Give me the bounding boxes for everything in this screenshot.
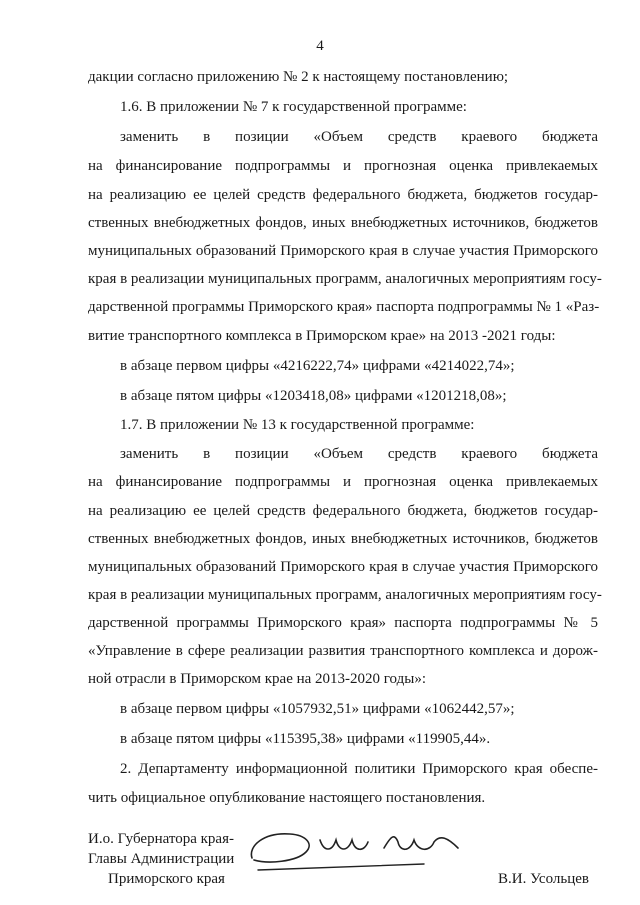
text-line: на реализацию ее целей средств федерального бюджета, бюджетов государ- bbox=[88, 187, 598, 203]
text-line: «Управление в сфере реализации развития транспортного комплекса и дорож- bbox=[88, 643, 598, 659]
text-line: края в реализации муниципальных программ, аналогичных мероприятиям госу- bbox=[88, 587, 602, 603]
text-line: 1.6. В приложении № 7 к государственной программе: bbox=[120, 99, 467, 115]
text-line: заменить в позиции «Объем средств краевого бюджета bbox=[120, 129, 598, 145]
text-line: в абзаце первом цифры «4216222,74» цифрами «4214022,74»; bbox=[120, 358, 515, 374]
signatory-title-line3: Приморского края bbox=[108, 871, 225, 887]
handwritten-signature bbox=[244, 818, 474, 888]
text-line: муниципальных образований Приморского края в случае участия Приморского bbox=[88, 559, 598, 575]
signer-name: В.И. Усольцев bbox=[498, 871, 589, 887]
text-line: 1.7. В приложении № 13 к государственной программе: bbox=[120, 417, 475, 433]
page-number: 4 bbox=[316, 38, 324, 54]
text-line: 2. Департаменту информационной политики Приморского края обеспе- bbox=[120, 761, 598, 777]
text-line: на реализацию ее целей средств федерального бюджета, бюджетов государ- bbox=[88, 503, 598, 519]
text-line: края в реализации муниципальных программ, аналогичных мероприятиям госу- bbox=[88, 271, 602, 287]
text-line: дакции согласно приложению № 2 к настоящему постановлению; bbox=[88, 69, 509, 85]
text-line: дарственной программы Приморского края» паспорта подпрограммы № 1 «Раз- bbox=[88, 299, 600, 315]
text-line: ственных внебюджетных фондов, иных внебюджетных источников, бюджетов bbox=[88, 215, 598, 231]
text-line: ственных внебюджетных фондов, иных внебюджетных источников, бюджетов bbox=[88, 531, 598, 547]
signatory-title-line2: Главы Администрации bbox=[88, 851, 235, 867]
text-line: в абзаце пятом цифры «1203418,08» цифрами «1201218,08»; bbox=[120, 388, 507, 404]
text-line: ной отрасли в Приморском крае на 2013-2020 годы»: bbox=[88, 671, 427, 687]
text-line: в абзаце первом цифры «1057932,51» цифрами «1062442,57»; bbox=[120, 701, 515, 717]
text-line: чить официальное опубликование настоящего постановления. bbox=[88, 790, 486, 806]
signatory-title-line1: И.о. Губернатора края- bbox=[88, 831, 234, 847]
text-line: на финансирование подпрограммы и прогнозная оценка привлекаемых bbox=[88, 474, 598, 490]
text-line: на финансирование подпрограммы и прогнозная оценка привлекаемых bbox=[88, 158, 598, 174]
text-line: заменить в позиции «Объем средств краевого бюджета bbox=[120, 446, 598, 462]
text-line: в абзаце пятом цифры «115395,38» цифрами «119905,44». bbox=[120, 731, 491, 747]
text-line: витие транспортного комплекса в Приморском крае» на 2013 -2021 годы: bbox=[88, 328, 556, 344]
text-line: муниципальных образований Приморского края в случае участия Приморского bbox=[88, 243, 598, 259]
text-line: дарственной программы Приморского края» паспорта подпрограммы № 5 bbox=[88, 615, 598, 631]
